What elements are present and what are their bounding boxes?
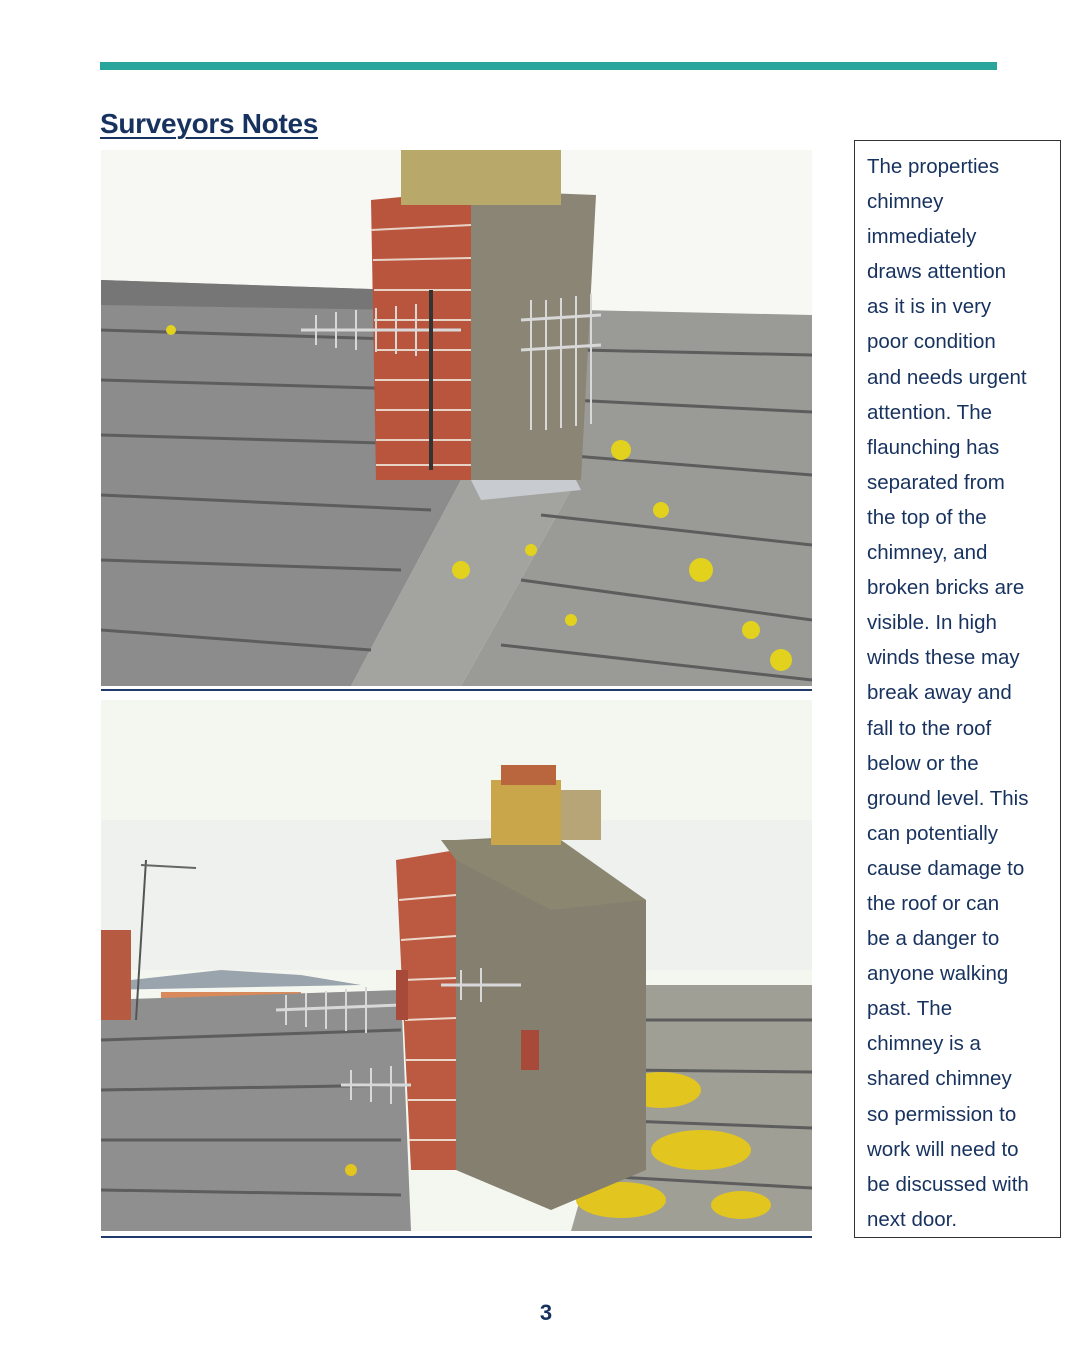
header-accent-rule	[100, 62, 997, 70]
photo-1-divider	[101, 689, 812, 691]
surveyor-notes-box: The properties chimney immediately draws attention as it is in very poor condition and needs urgent attention. The flaunching has separated from the top of the chimney, and broken bricks are visible. In high winds these may break away and fall to the roof below or the ground level. This can potentially cause damage to the roof or can be a danger to anyone walking past. The chimney is a shared chimney so permission to work will need to be discussed with next door.	[854, 140, 1061, 1238]
chimney-photo-2	[101, 700, 812, 1231]
page-number: 3	[539, 1300, 553, 1325]
chimney-photo-1	[101, 150, 812, 686]
page-title: Surveyors Notes	[100, 108, 319, 139]
photo-2-divider	[101, 1236, 812, 1238]
